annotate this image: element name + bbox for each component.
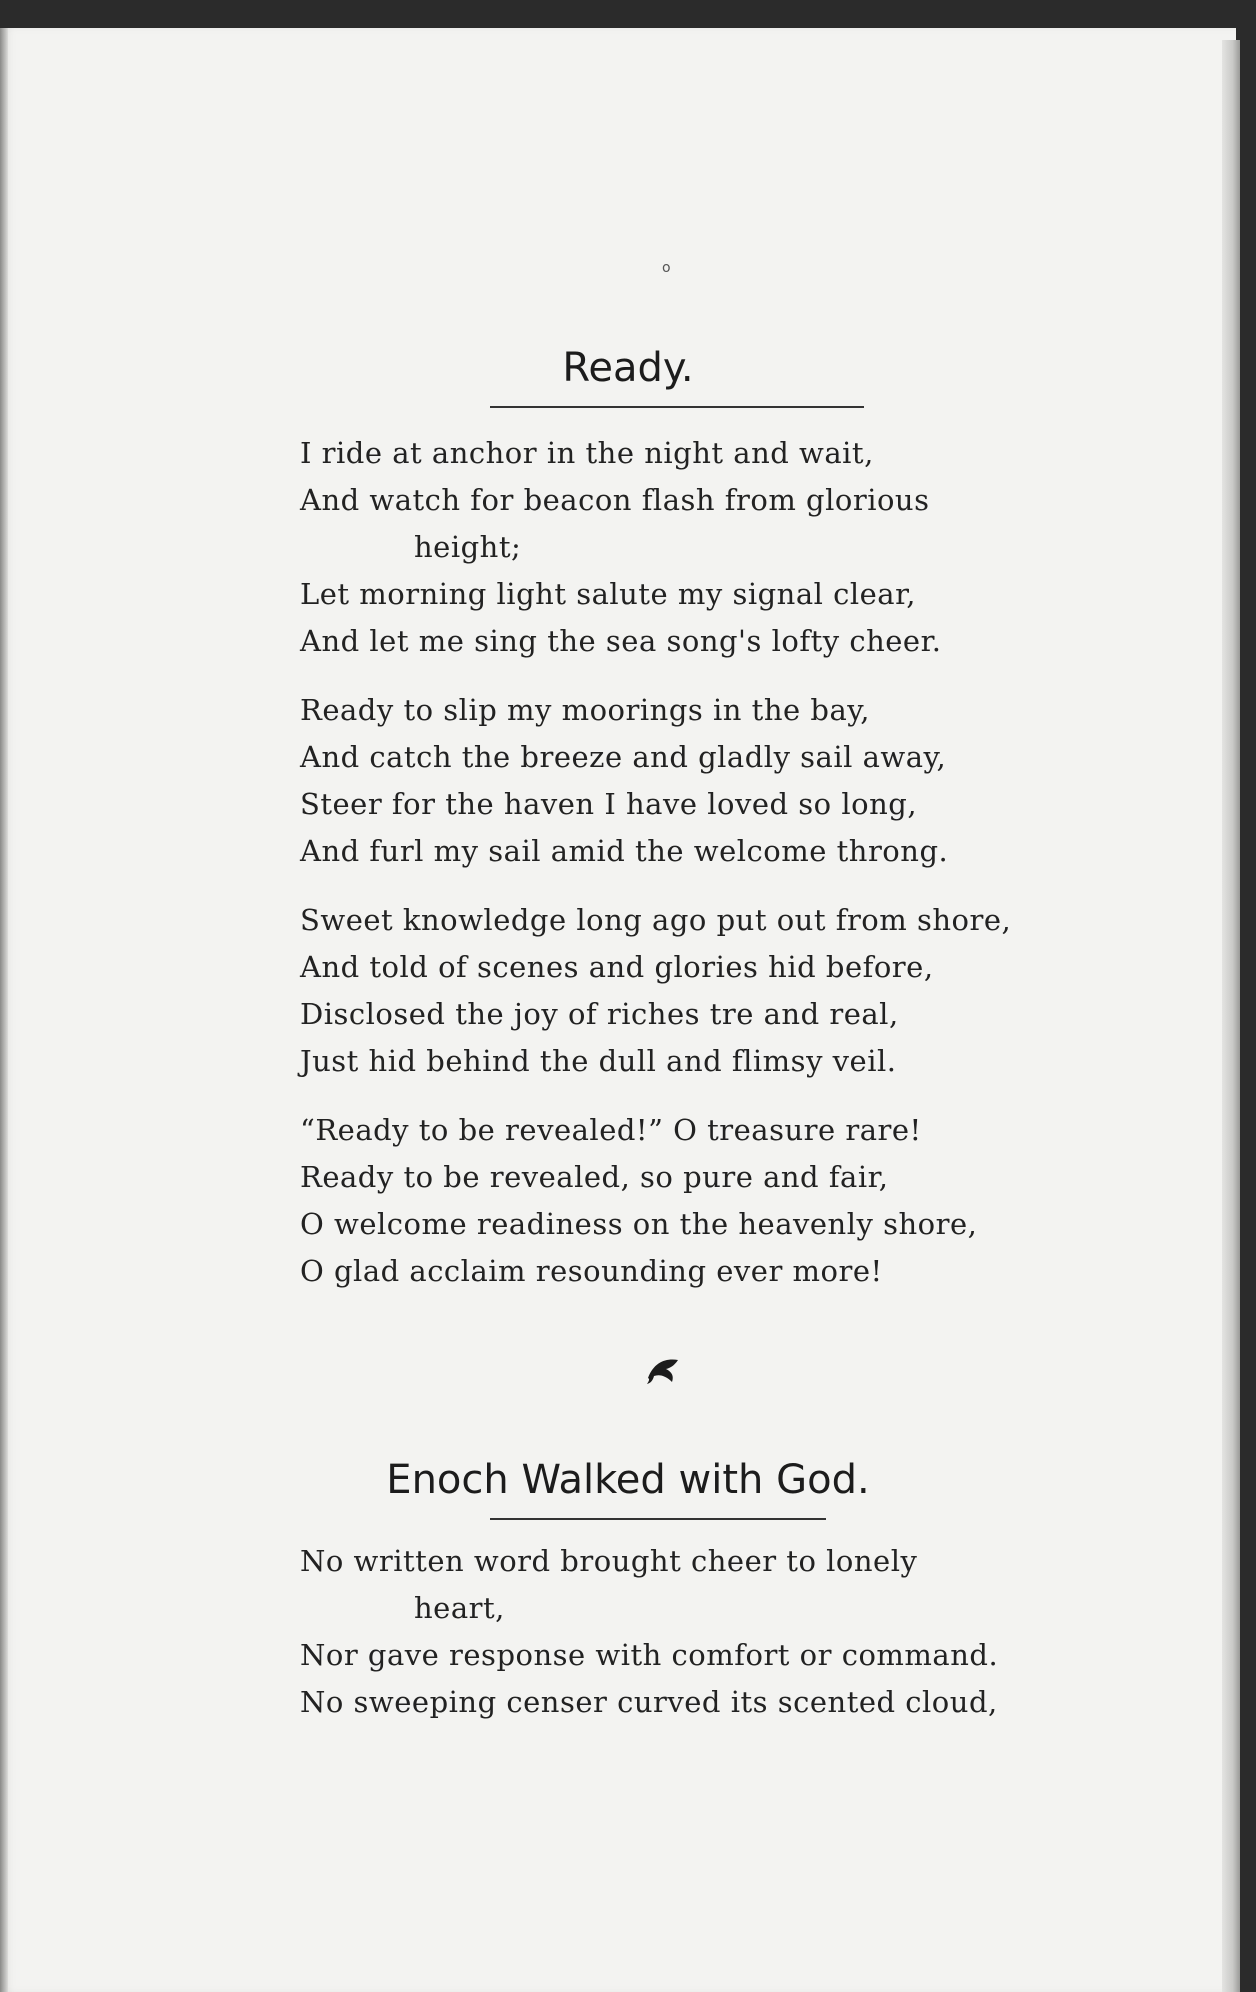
stanza (300, 1538, 1060, 1726)
verse-line: Nor gave response with comfort or command. (300, 1638, 999, 1672)
verse-line: Disclosed the joy of riches tre and real, (300, 997, 899, 1031)
verse-line: No written word brought cheer to lonely (300, 1544, 918, 1578)
printers-leaf-ornament-icon (644, 1352, 684, 1386)
stanza (300, 430, 1060, 665)
verse-line: Ready to be revealed, so pure and fair, (300, 1160, 889, 1194)
verse-line: Ready to slip my moorings in the bay, (300, 693, 870, 727)
verse-line: “Ready to be revealed!” O treasure rare! (300, 1113, 922, 1147)
poem-body-enoch (300, 1538, 1060, 1748)
verse-line: O glad acclaim resounding ever more! (300, 1254, 883, 1288)
verse-line: Just hid behind the dull and flimsy veil. (300, 1044, 897, 1078)
verse-line: And let me sing the sea song's lofty cheer. (300, 624, 942, 658)
poem-title-enoch: Enoch Walked with God. (386, 1456, 870, 1503)
verse-line: And furl my sail amid the welcome throng. (300, 834, 949, 868)
title-rule (490, 406, 864, 408)
poem-title-ready: Ready. (562, 344, 694, 391)
verse-line: And told of scenes and glories hid before, (300, 950, 934, 984)
stanza (300, 897, 1060, 1085)
page-gutter-shadow (0, 28, 8, 1992)
poem-body-ready (300, 430, 1060, 1317)
verse-line: And watch for beacon flash from glorious (300, 483, 930, 517)
verse-line: height; (414, 530, 522, 564)
verse-line: I ride at anchor in the night and wait, (300, 436, 874, 470)
page-edge-stack (1222, 40, 1240, 1992)
title-rule (490, 1518, 826, 1520)
verse-line: And catch the breeze and gladly sail away, (300, 740, 947, 774)
verse-line: Sweet knowledge long ago put out from shore, (300, 903, 1012, 937)
verse-line: O welcome readiness on the heavenly shore, (300, 1207, 978, 1241)
stanza (300, 1107, 1060, 1295)
verse-line: Steer for the haven I have loved so long, (300, 787, 918, 821)
verse-line: No sweeping censer curved its scented cloud, (300, 1685, 998, 1719)
folio-mark: o (662, 260, 671, 276)
verse-line: Let morning light salute my signal clear, (300, 577, 916, 611)
stanza (300, 687, 1060, 875)
verse-line: heart, (414, 1591, 505, 1625)
